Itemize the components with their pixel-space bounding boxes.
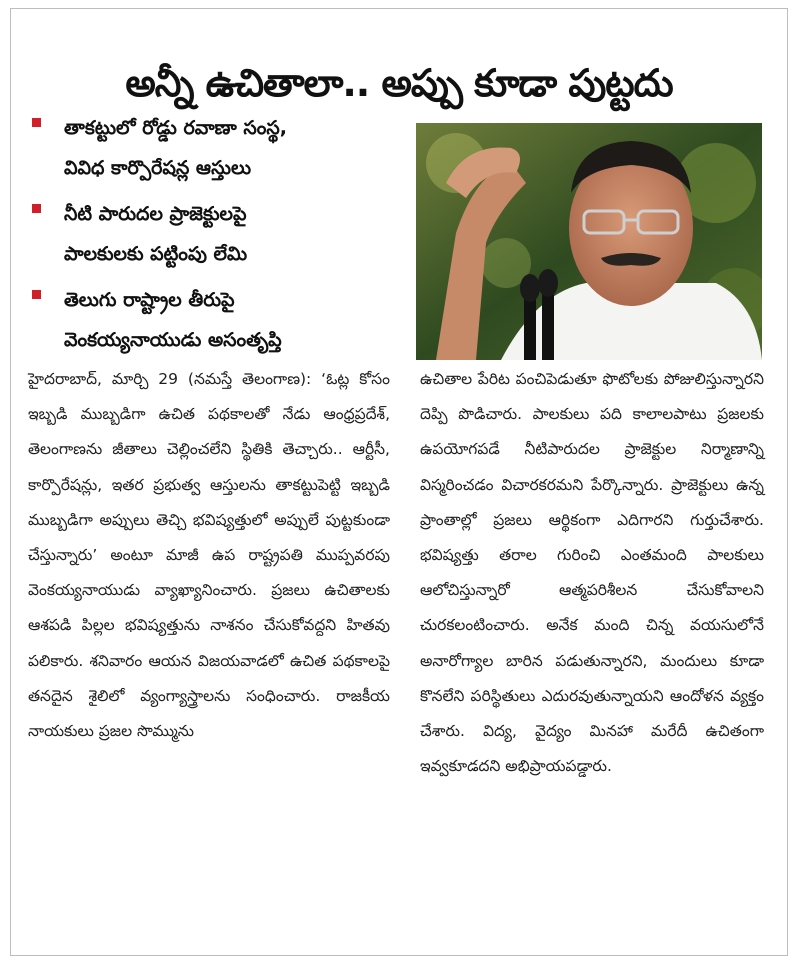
- bullet-marker-icon: [32, 118, 41, 127]
- article-body-left: హైదరాబాద్, మార్చి 29 (నమస్తే తెలంగాణ): ‘ఓట్ల కోసం ఇబ్బడి ముబ్బడిగా ఉచిత పథకాలతో నేడు ఆంధ్రప్రదేశ్, తెలంగాణను జీతాలు చెల్లించలేని స్థితికి తెచ్చారు.. ఆర్టీసీ, కార్పొరేషన్లు, ఇతర ప్రభుత్వ ఆస్తులను తాకట్టుపెట్టి ఇబ్బడి ముబ్బడిగా అప్పులు తెచ్చి భవిష్యత్తులో అప్పులే పుట్టకుండా చేస్తున్నారు’ అంటూ మాజీ ఉప రాష్ట్రపతి ముప్పవరపు వెంకయ్యనాయుడు వ్యాఖ్యానించారు. ప్రజలు ఉచితాలకు ఆశపడి పిల్లల భవిష్యత్తును నాశనం చేసుకోవద్దని హితవు పలికారు. శనివారం ఆయన విజయవాడలో ఉచిత పథకాలపై తనదైన శైలిలో వ్యంగ్యాస్త్రాలను సంధించారు. రాజకీయ నాయకులు ప్రజల సొమ్మును: [28, 370, 390, 741]
- bullet-line: నీటి పారుదల ప్రాజెక్టులపై: [64, 203, 247, 225]
- bullet-line: వెంకయ్యనాయుడు అసంతృప్తి: [64, 329, 282, 351]
- bullet-item: [30, 280, 400, 360]
- bullet-item: [30, 194, 400, 274]
- bullet-line: తాకట్టులో రోడ్డు రవాణా సంస్థ,: [64, 117, 287, 139]
- article-body-right: ఉచితాల పేరిట పంచిపెడుతూ ఫొటోలకు పోజులిస్తున్నారని దెప్పి పొడిచారు. పాలకులు పది కాలాలపాటు ప్రజలకు ఉపయోగపడే నీటిపారుదల ప్రాజెక్టుల నిర్మాణాన్ని విస్మరించడం విచారకరమని పేర్కొన్నారు. ప్రాజెక్టులు ఉన్న ప్రాంతాల్లో ప్రజలు ఆర్థికంగా ఎదిగారని గుర్తుచేశారు. భవిష్యత్తు తరాల గురించి ఎంతమంది పాలకులు ఆలోచిస్తున్నారో ఆత్మపరిశీలన చేసుకోవాలని చురకలంటించారు. అనేక మంది చిన్న వయసులోనే అనారోగ్యాల బారిన పడుతున్నారని, మందులు కూడా కొనలేని పరిస్థితులు ఎదురవుతున్నాయని ఆందోళన వ్యక్తం చేశారు. విద్య, వైద్యం మినహా మరేదీ ఉచితంగా ఇవ్వకూడదని అభిప్రాయపడ్డారు.: [420, 370, 764, 776]
- bullet-line: పాలకులకు పట్టింపు లేమి: [64, 243, 248, 265]
- bullet-line: తెలుగు రాష్ట్రాల తీరుపై: [64, 289, 235, 311]
- bullet-marker-icon: [32, 290, 41, 299]
- speaker-photo: [416, 123, 762, 360]
- headline: అన్నీ ఉచితాలా.. అప్పు కూడా పుట్టదు: [125, 61, 673, 106]
- bullet-list: [30, 108, 400, 360]
- bullet-line: వివిధ కార్పొరేషన్ల ఆస్తులు: [64, 157, 252, 179]
- bullet-marker-icon: [32, 204, 41, 213]
- bullet-item: [30, 108, 400, 188]
